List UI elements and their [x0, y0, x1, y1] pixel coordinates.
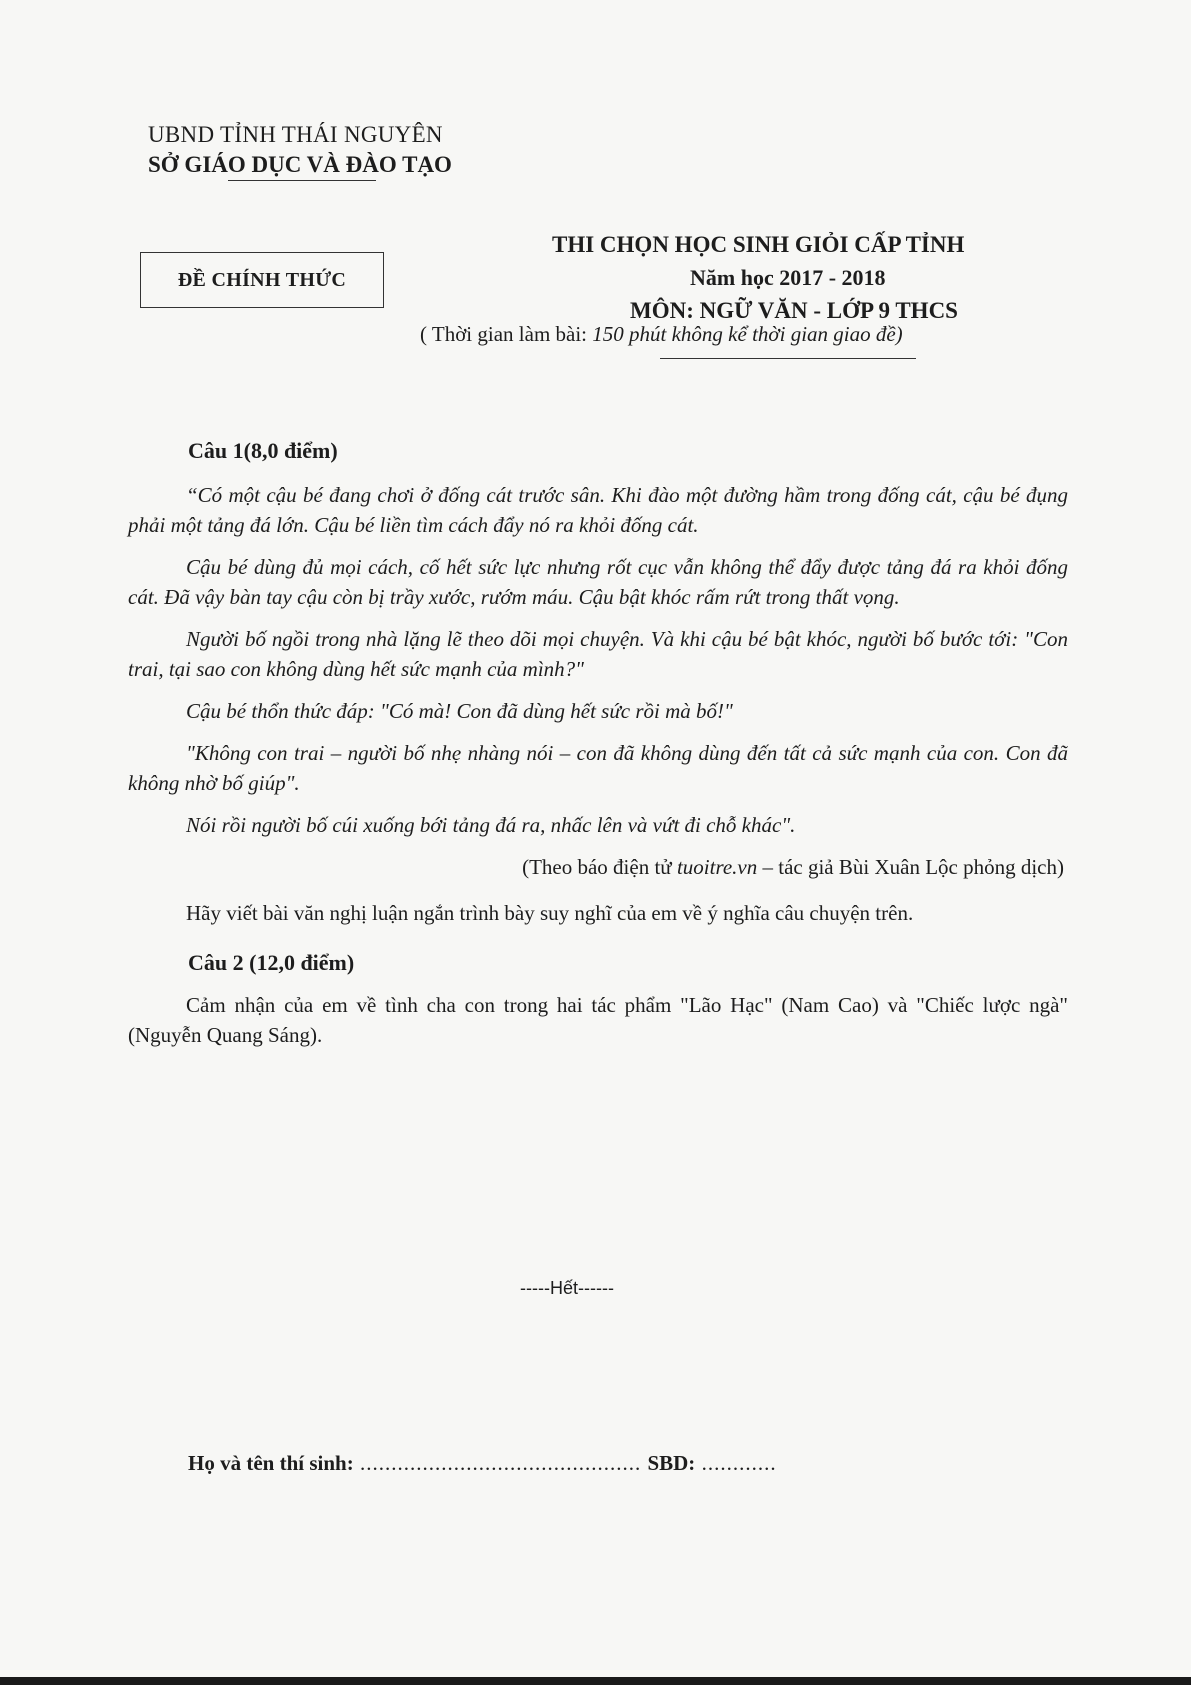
story-paragraph: Cậu bé dùng đủ mọi cách, cố hết sức lực nhưng rốt cục vẫn không thể đẩy được tảng đá ra khỏi đống cát. Đã vậy bàn tay cậu còn bị trầy xước, rướm máu. Cậu bật khóc rấm rứt trong thất vọng. [128, 555, 1068, 609]
time-value: 150 phút không kể thời gian giao đề) [592, 322, 903, 346]
exam-subject: MÔN: NGỮ VĂN - LỚP 9 THCS [630, 298, 958, 323]
source-prefix: (Theo báo điện tử [522, 855, 677, 879]
exam-heading [510, 228, 1060, 327]
candidate-number-label: SBD: [647, 1451, 696, 1475]
question1-prompt: Hãy viết bài văn nghị luận ngắn trình bày suy nghĩ của em về ý nghĩa câu chuyện trên. [186, 901, 914, 925]
education-department: SỞ GIÁO DỤC VÀ ĐÀO TẠO [148, 152, 452, 177]
official-exam-label: ĐỀ CHÍNH THỨC [140, 252, 384, 308]
question2-prompt: Cảm nhận của em về tình cha con trong hai tác phẩm "Lão Hạc" (Nam Cao) và "Chiếc lược ngà" (Nguyễn Quang Sáng). [128, 993, 1068, 1047]
exam-title: THI CHỌN HỌC SINH GIỎI CẤP TỈNH [552, 232, 965, 257]
candidate-info [188, 1451, 777, 1476]
story-paragraph: Cậu bé thổn thức đáp: "Có mà! Con đã dùng hết sức rồi mà bố!" [186, 699, 733, 723]
candidate-number-dots: ............ [695, 1451, 777, 1475]
candidate-name-dots: ............................................. [353, 1451, 648, 1475]
story-paragraph: Nói rồi người bố cúi xuống bới tảng đá ra, nhấc lên và vứt đi chỗ khác". [186, 813, 796, 837]
story-paragraph: "Không con trai – người bố nhẹ nhàng nói – con đã không dùng đến tất cả sức mạnh của con. Con đã không nhờ bố giúp". [128, 741, 1068, 795]
story-source [128, 852, 1068, 882]
scan-edge [0, 1677, 1191, 1685]
source-suffix: – tác giả Bùi Xuân Lộc phỏng dịch) [757, 855, 1064, 879]
story-paragraph: “Có một cậu bé đang chơi ở đống cát trước sân. Khi đào một đường hầm trong đống cát, cậu bé đụng phải một tảng đá lớn. Cậu bé liền tìm cách đẩy nó ra khỏi đống cát. [128, 483, 1068, 537]
candidate-name-label: Họ và tên thí sinh: [188, 1451, 354, 1475]
question2-title: Câu 2 (12,0 điểm) [188, 950, 355, 975]
story-paragraph: Người bố ngồi trong nhà lặng lẽ theo dõi mọi chuyện. Và khi cậu bé bật khóc, người bố bước tới: "Con trai, tại sao con không dùng hết sức mạnh của mình?" [128, 627, 1068, 681]
exam-year: Năm học 2017 - 2018 [690, 265, 886, 290]
province-committee: UBND TỈNH THÁI NGUYÊN [148, 122, 443, 147]
end-mark: -----Hết------ [520, 1278, 614, 1298]
issuing-organization [148, 120, 452, 180]
time-prefix: ( Thời gian làm bài: [420, 322, 593, 346]
source-site: tuoitre.vn [676, 855, 758, 879]
exam-content [128, 438, 1068, 1062]
time-underline [660, 358, 916, 359]
department-underline [228, 180, 376, 181]
exam-time [420, 322, 903, 347]
question1-title: Câu 1(8,0 điểm) [188, 438, 338, 463]
